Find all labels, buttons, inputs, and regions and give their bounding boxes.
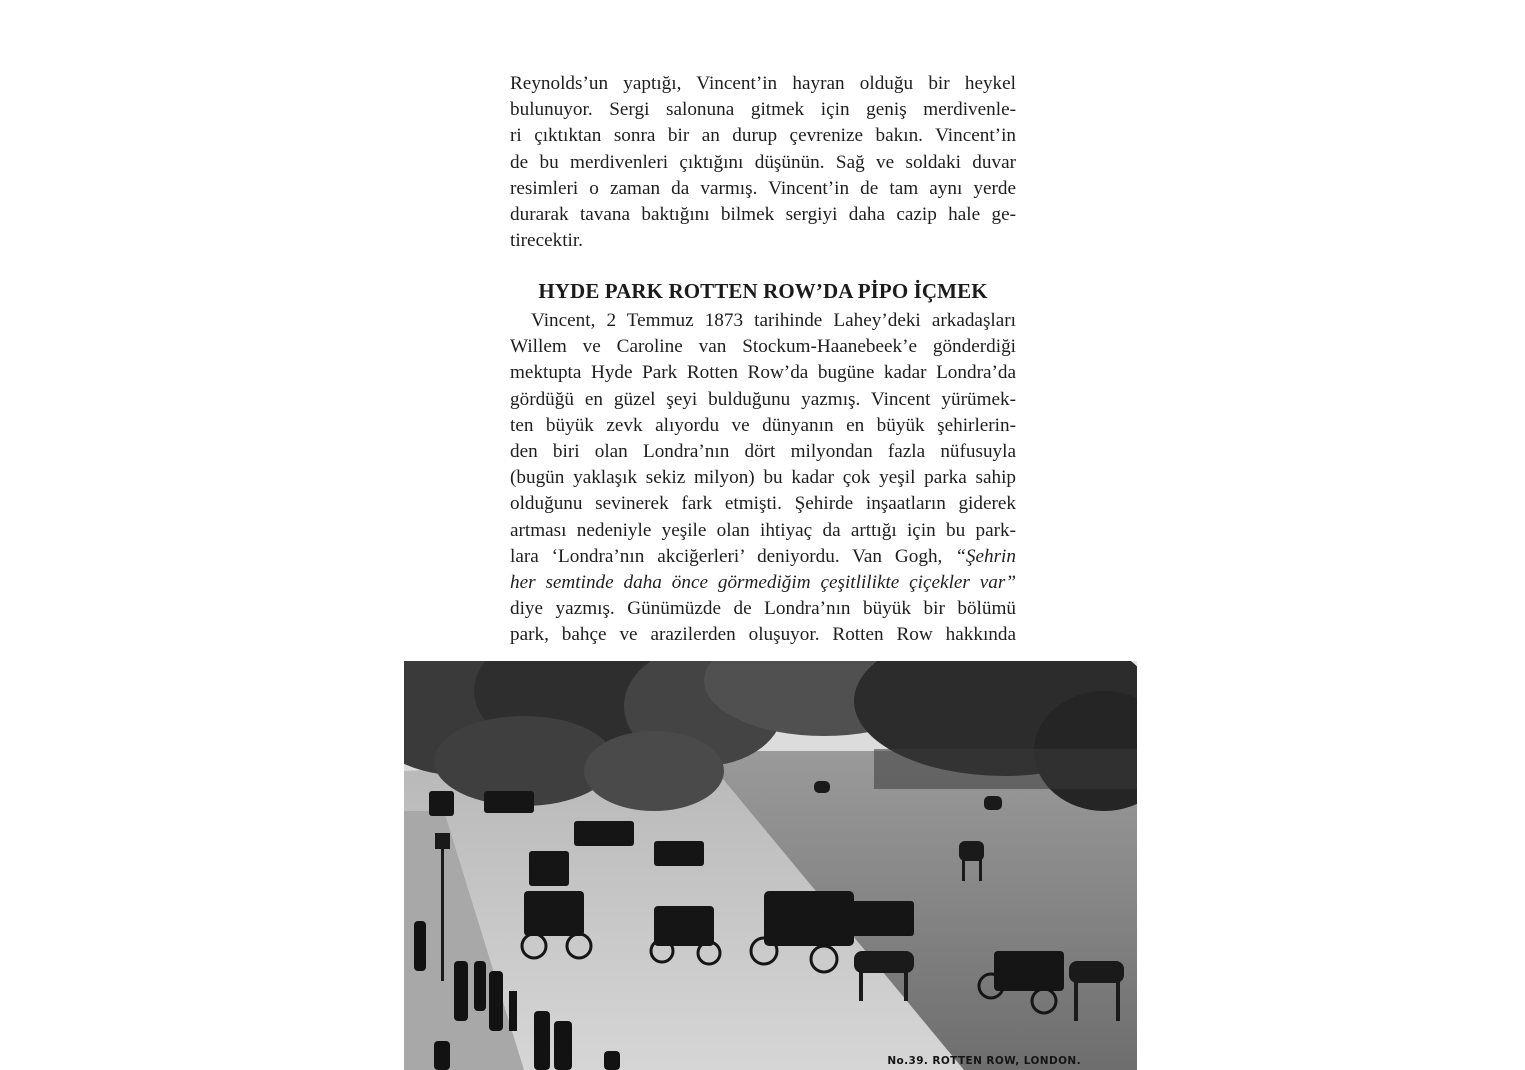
rotten-row-photo	[404, 661, 1137, 1070]
paragraph-intro	[510, 71, 1016, 254]
text-line: Vincent, 2 Temmuz 1873 tarihinde Lahey’deki arkadaşları	[531, 310, 1016, 331]
text-line: den biri olan Londra’nın dört milyondan fazla nüfusuyla	[510, 441, 1016, 463]
text-line: park, bahçe ve arazilerden oluşuyor. Rotten Row hakkında	[510, 624, 1016, 646]
section-heading: HYDE PARK ROTTEN ROW’DA PİPO İÇMEK	[538, 279, 988, 303]
text-line: durarak tavana baktığını bilmek sergiyi daha cazip hale ge-	[510, 204, 1016, 226]
text-line: olduğunu sevinerek fark etmişti. Şehirde inşaatların giderek	[510, 493, 1016, 515]
text-line: ri çıktıktan sonra bir an durup çevrenize bakın. Vincent’in	[510, 125, 1016, 147]
text-line: Reynolds’un yaptığı, Vincent’in hayran olduğu bir heykel	[510, 73, 1016, 94]
text-line: de bu merdivenleri çıktığını düşünün. Sağ ve soldaki duvar	[510, 151, 1016, 173]
text-line: Willem ve Caroline van Stockum-Haanebeek’e gönderdiği	[510, 336, 1016, 358]
text-line: artması nedeniyle yeşile olan ihtiyaç da arttığı için bu park-	[510, 519, 1016, 541]
text-line: diye yazmış. Günümüzde de Londra’nın büyük bir bölümü	[510, 598, 1016, 620]
text-line: bulunuyor. Sergi salonuna gitmek için geniş merdivenle-	[510, 99, 1016, 121]
text-line: mektupta Hyde Park Rotten Row’da bugüne kadar Londra’da	[510, 362, 1016, 384]
photo-caption: No.39. ROTTEN ROW, LONDON.	[887, 1055, 1081, 1067]
distant-crowd	[874, 749, 1137, 789]
photo-illustration	[404, 661, 1137, 1070]
text-line: (bugün yaklaşık sekiz milyon) bu kadar çok yeşil parka sahip	[510, 467, 1016, 489]
text-line: gördüğü en güzel şeyi bulduğunu yazmış. Vincent yürümek-	[510, 388, 1016, 410]
text-line: ten büyük zevk alıyordu ve dünyanın en büyük şehirlerin-	[510, 414, 1016, 436]
text-line-mixed	[510, 544, 1016, 570]
quote-line: her semtinde daha önce görmediğim çeşitlilikte çiçekler var”	[510, 572, 1016, 594]
paragraph-hyde-park	[510, 308, 1016, 649]
text-segment: lara ‘Londra’nın akciğerleri’ deniyordu. Van Gogh,	[510, 545, 943, 567]
text-line: resimleri o zaman da varmış. Vincent’in de tam aynı yerde	[510, 177, 1016, 199]
quote-start: “Şehrin	[955, 545, 1016, 567]
text-line: tirecektir.	[510, 230, 583, 252]
